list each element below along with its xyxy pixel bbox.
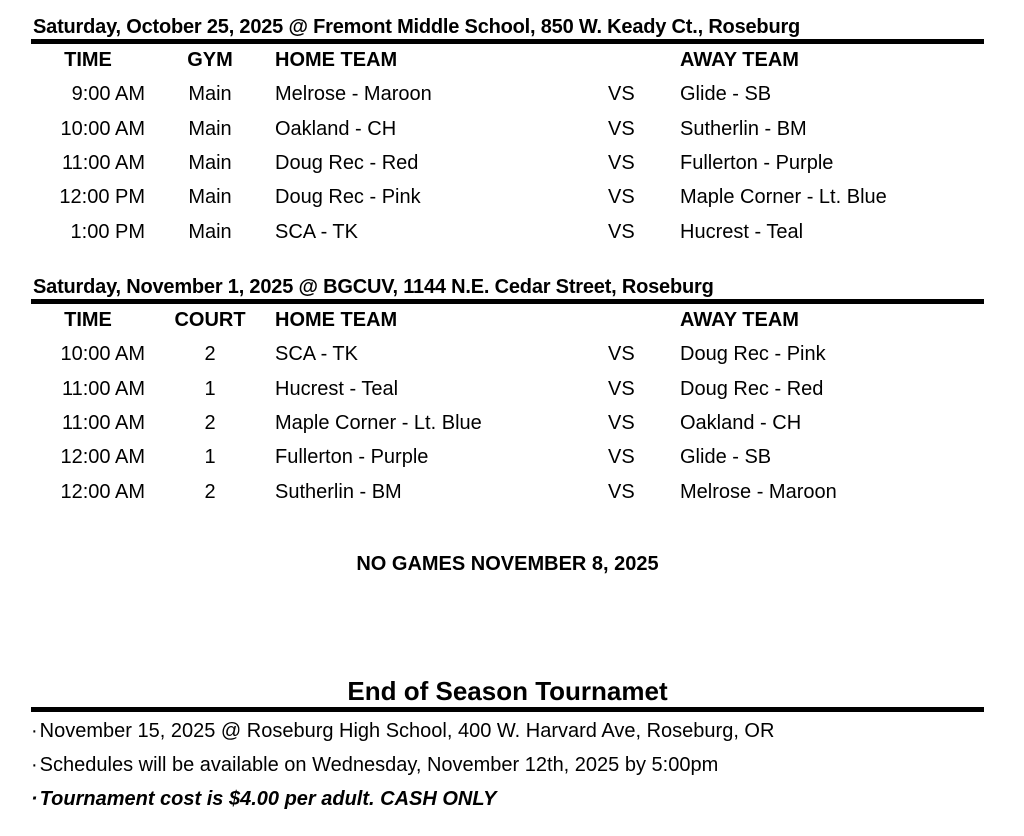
time-cell: 10:00 AM — [60, 343, 145, 366]
table-row — [31, 180, 984, 214]
vs-cell: VS — [608, 480, 635, 503]
vs-cell: VS — [608, 83, 635, 106]
home-team-cell: SCA - TK — [275, 220, 358, 243]
home-team-cell: Doug Rec - Red — [275, 151, 419, 174]
vs-cell: VS — [608, 446, 635, 469]
time-cell: 12:00 PM — [59, 186, 145, 209]
away-team-cell: Doug Rec - Pink — [680, 343, 826, 366]
no-games-notice: NO GAMES NOVEMBER 8, 2025 — [356, 552, 659, 575]
place-cell: Main — [188, 220, 232, 243]
time-cell: 12:00 AM — [60, 480, 145, 503]
place-cell: 2 — [204, 411, 216, 434]
time-cell: 12:00 AM — [60, 446, 145, 469]
time-cell: 10:00 AM — [60, 117, 145, 140]
home-team-cell: SCA - TK — [275, 343, 358, 366]
bullet-icon: · — [31, 788, 38, 810]
vs-cell: VS — [608, 343, 635, 366]
away-team-cell: Melrose - Maroon — [680, 480, 837, 503]
table-row — [31, 146, 984, 180]
section1-table — [31, 44, 984, 249]
table-row — [31, 111, 984, 145]
table-row — [31, 337, 984, 371]
home-team-cell: Hucrest - Teal — [275, 377, 399, 400]
vs-cell: VS — [608, 377, 635, 400]
away-team-cell: Fullerton - Purple — [680, 151, 834, 174]
away-team-cell: Doug Rec - Red — [680, 377, 824, 400]
table-row — [31, 475, 984, 509]
col-away-team: AWAY TEAM — [680, 308, 799, 331]
home-team-cell: Fullerton - Purple — [275, 446, 429, 469]
place-cell: 2 — [204, 480, 216, 503]
time-cell: 9:00 AM — [71, 83, 145, 106]
away-team-cell: Maple Corner - Lt. Blue — [680, 186, 887, 209]
tournament-details — [31, 714, 984, 816]
place-cell: 1 — [204, 377, 216, 400]
bullet-icon: · — [31, 720, 38, 742]
tournament-schedule-line — [31, 748, 984, 782]
home-team-cell: Oakland - CH — [275, 117, 397, 140]
place-cell: 1 — [204, 446, 216, 469]
vs-cell: VS — [608, 117, 635, 140]
col-vs — [608, 44, 680, 77]
table-row — [31, 440, 984, 474]
time-cell: 11:00 AM — [61, 377, 145, 400]
table-header-row — [31, 304, 984, 337]
section2-table — [31, 304, 984, 509]
time-cell: 11:00 AM — [61, 151, 145, 174]
tournament-date-line — [31, 714, 984, 748]
table-row — [31, 77, 984, 111]
col-vs — [608, 304, 680, 337]
bullet-icon: · — [31, 754, 38, 776]
home-team-cell: Doug Rec - Pink — [275, 186, 421, 209]
vs-cell: VS — [608, 151, 635, 174]
section1-header: Saturday, October 25, 2025 @ Fremont Middle School, 850 W. Keady Ct., Roseburg — [31, 14, 984, 44]
place-cell: Main — [188, 151, 232, 174]
col-away-team: AWAY TEAM — [680, 49, 799, 71]
place-cell: Main — [188, 186, 232, 209]
bullet-text: Tournament cost is $4.00 per adult. CASH ONLY — [39, 788, 497, 810]
col-home-team: HOME TEAM — [275, 49, 398, 71]
tournament-title: End of Season Tournamet — [31, 674, 984, 712]
bullet-text: November 15, 2025 @ Roseburg High School, 400 W. Harvard Ave, Roseburg, OR — [39, 720, 775, 742]
away-team-cell: Oakland - CH — [680, 411, 802, 434]
bullet-text: Schedules will be available on Wednesday, November 12th, 2025 by 5:00pm — [39, 754, 719, 776]
away-team-cell: Hucrest - Teal — [680, 220, 804, 243]
time-cell: 11:00 AM — [61, 411, 145, 434]
away-team-cell: Glide - SB — [680, 446, 772, 469]
place-cell: Main — [188, 83, 232, 106]
table-row — [31, 371, 984, 405]
col-court: COURT — [174, 308, 246, 331]
table-header-row — [31, 44, 984, 77]
vs-cell: VS — [608, 186, 635, 209]
col-time: TIME — [64, 308, 112, 331]
place-cell: 2 — [204, 343, 216, 366]
time-cell: 1:00 PM — [70, 220, 145, 243]
col-home-team: HOME TEAM — [275, 308, 398, 331]
col-time: TIME — [64, 49, 112, 71]
home-team-cell: Melrose - Maroon — [275, 83, 432, 106]
table-row — [31, 406, 984, 440]
vs-cell: VS — [608, 411, 635, 434]
home-team-cell: Sutherlin - BM — [275, 480, 402, 503]
tournament-cost-line — [31, 782, 984, 816]
vs-cell: VS — [608, 220, 635, 243]
schedule-page — [31, 14, 984, 810]
away-team-cell: Sutherlin - BM — [680, 117, 807, 140]
table-row — [31, 215, 984, 249]
home-team-cell: Maple Corner - Lt. Blue — [275, 411, 482, 434]
col-gym: GYM — [187, 49, 233, 71]
section2-header: Saturday, November 1, 2025 @ BGCUV, 1144 N.E. Cedar Street, Roseburg — [31, 274, 984, 304]
place-cell: Main — [188, 117, 232, 140]
away-team-cell: Glide - SB — [680, 83, 772, 106]
